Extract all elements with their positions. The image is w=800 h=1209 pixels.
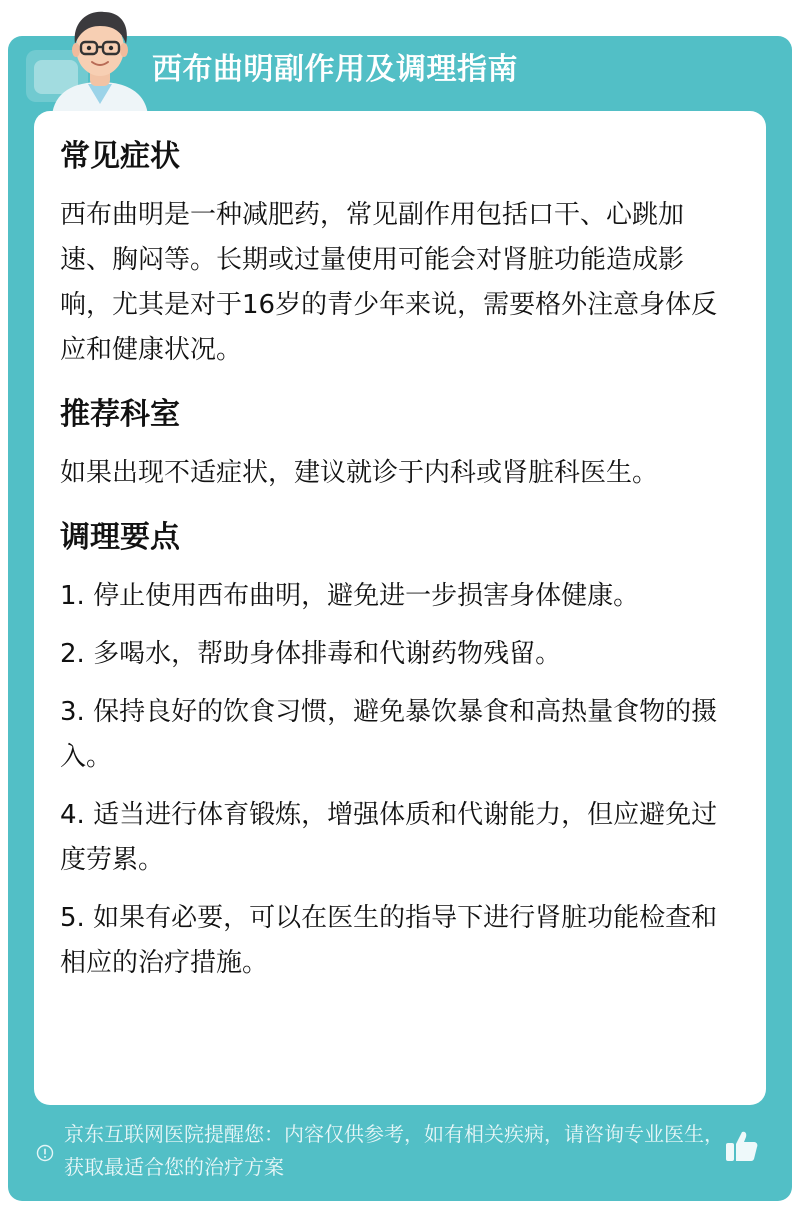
doctor-avatar-icon [48,4,152,116]
content-card [34,111,766,1105]
content [60,133,730,999]
section-title: 常见症状 [60,139,180,174]
section-paragraph: 如果出现不适症状，建议就诊于内科或肾脏科医生。 [60,458,659,488]
section-title: 调理要点 [60,520,180,555]
page-title: 西布曲明副作用及调理指南 [152,52,518,87]
list-item: 5. 如果有必要，可以在医生的指导下进行肾脏功能检查和相应的治疗措施。 [60,903,718,978]
footer-disclaimer: 京东互联网医院提醒您：内容仅供参考，如有相关疾病，请咨询专业医生，获取最适合您的治疗方案 [64,1122,724,1179]
section-care-points [60,514,730,986]
list-item: 4. 适当进行体育锻炼，增强体质和代谢能力，但应避免过度劳累。 [60,800,718,875]
section-paragraph: 西布曲明是一种减肥药，常见副作用包括口干、心跳加速、胸闷等。长期或过量使用可能会对肾脏功能造成影响，尤其是对于16岁的青少年来说，需要格外注意身体反应和健康状况。 [60,200,718,365]
info-icon [36,1144,54,1162]
section-symptoms [60,133,730,373]
section-title: 推荐科室 [60,397,180,432]
section-department [60,391,730,496]
list-item: 1. 停止使用西布曲明，避免进一步损害身体健康。 [60,581,640,611]
list-item: 3. 保持良好的饮食习惯，避免暴饮暴食和高热量食物的摄入。 [60,697,718,772]
list-item: 2. 多喝水，帮助身体排毒和代谢药物残留。 [60,639,562,669]
thumbs-up-icon[interactable] [724,1128,760,1164]
